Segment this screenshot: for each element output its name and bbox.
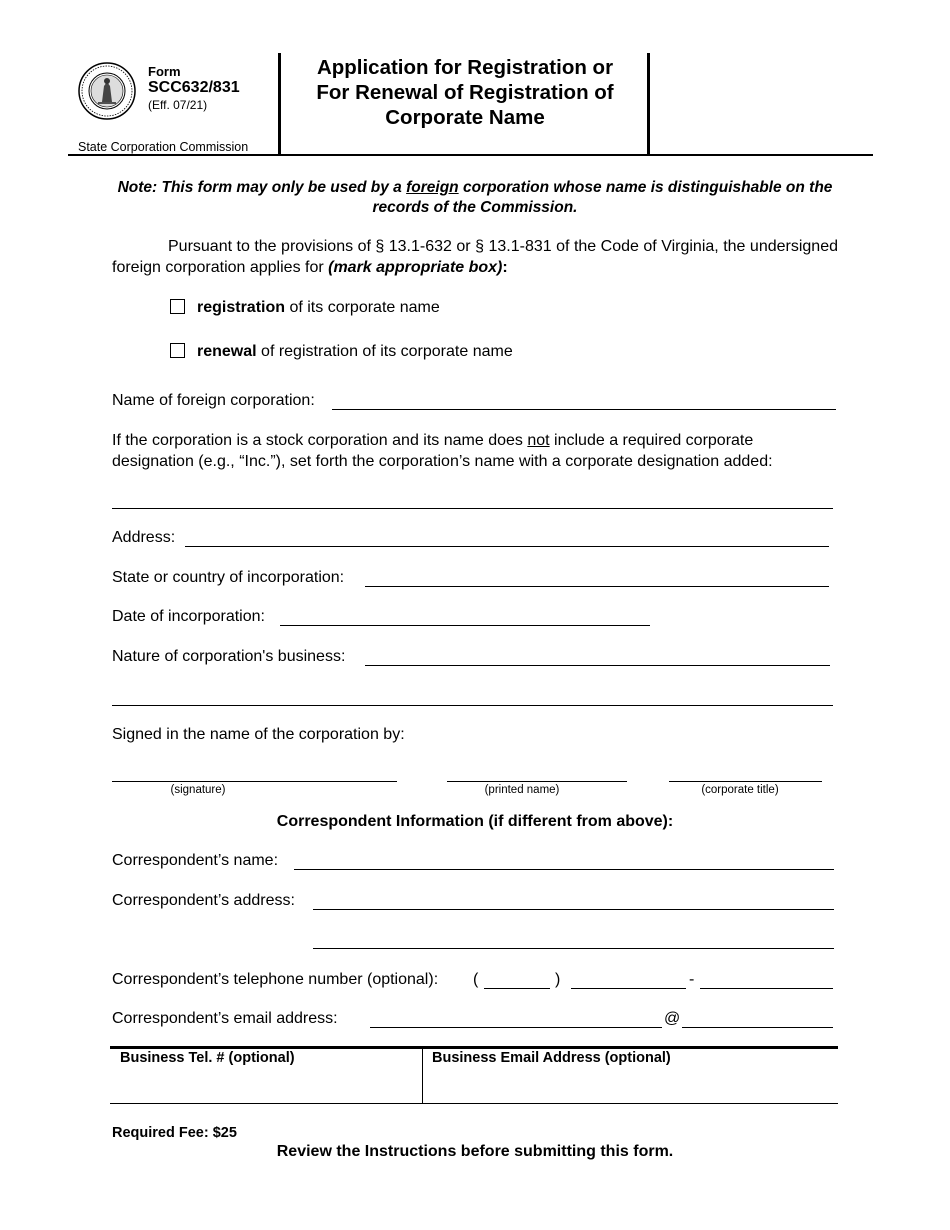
signed-label: Signed in the name of the corporation by: [112, 726, 405, 743]
signature-caption: (signature) [170, 784, 226, 796]
review-instructions: Review the Instructions before submitting this form. [276, 1143, 674, 1160]
date-label: Date of incorporation: [112, 608, 265, 625]
signature-field[interactable] [112, 781, 397, 782]
page-title: Application for Registration or For Renewal of Registration of Corporate Name [316, 56, 614, 129]
email-user-field[interactable] [370, 1027, 662, 1028]
corporation-name-field[interactable] [332, 409, 836, 410]
phone-area-code-field[interactable] [484, 988, 550, 989]
phone-open-paren: ( [473, 971, 479, 988]
correspondent-address-label: Correspondent’s address: [112, 892, 295, 909]
corporate-title-caption: (corporate title) [701, 784, 779, 796]
email-domain-field[interactable] [682, 1027, 833, 1028]
phone-close-paren: ) [555, 971, 561, 988]
correspondent-phone-label: Correspondent’s telephone number (optional): [112, 971, 439, 988]
registration-checkbox[interactable] [170, 299, 185, 314]
nature-label: Nature of corporation's business: [112, 648, 346, 665]
address-field[interactable] [185, 546, 829, 547]
header-divider [278, 53, 281, 155]
state-field[interactable] [365, 586, 829, 587]
business-tel-label: Business Tel. # (optional) [120, 1050, 295, 1066]
correspondent-name-field[interactable] [294, 869, 834, 870]
form-label: Form [148, 64, 181, 79]
note: Note: This form may only be used by a foreign corporation whose name is distinguishable on the records of the Commission. [117, 179, 833, 216]
correspondent-address-field[interactable] [313, 909, 834, 910]
business-email-field[interactable] [426, 1070, 836, 1100]
renewal-checkbox[interactable] [170, 343, 185, 358]
designation-paragraph: If the corporation is a stock corporation and its name does not include a required corporate designation (e.g., “Inc.”), set forth the corporation’s name with a corporate designation added: [112, 432, 773, 470]
agency-name: State Corporation Commission [78, 140, 249, 154]
correspondent-heading: Correspondent Information (if different from above): [276, 813, 674, 830]
corporation-name-label: Name of foreign corporation: [112, 392, 315, 409]
phone-prefix-field[interactable] [571, 988, 686, 989]
form-number: SCC632/831 [148, 79, 240, 96]
renewal-option-label: renewal of registration of its corporate name [197, 343, 513, 360]
phone-dash: - [689, 971, 695, 988]
pursuant-paragraph: Pursuant to the provisions of § 13.1-632 or § 13.1-831 of the Code of Virginia, the undersigned foreign corporation applies for (mark appropriate box): [112, 238, 838, 276]
correspondent-email-label: Correspondent’s email address: [112, 1010, 338, 1027]
correspondent-name-label: Correspondent’s name: [112, 852, 279, 869]
commonwealth-seal-icon [78, 62, 136, 120]
business-table-top-rule [110, 1046, 838, 1049]
business-table-divider [422, 1048, 423, 1104]
designated-name-field[interactable] [112, 508, 833, 509]
nature-field-line2[interactable] [112, 705, 833, 706]
email-at-sign: @ [664, 1010, 681, 1027]
business-tel-field[interactable] [112, 1070, 418, 1100]
address-label: Address: [112, 529, 176, 546]
header-rule [68, 154, 873, 156]
date-field[interactable] [280, 625, 650, 626]
nature-field[interactable] [365, 665, 830, 666]
header-divider [647, 53, 650, 155]
state-label: State or country of incorporation: [112, 569, 345, 586]
form-effective-date: (Eff. 07/21) [148, 98, 208, 112]
registration-option-label: registration of its corporate name [197, 299, 440, 316]
phone-line-field[interactable] [700, 988, 833, 989]
business-email-label: Business Email Address (optional) [432, 1050, 671, 1066]
corporate-title-field[interactable] [669, 781, 822, 782]
printed-name-caption: (printed name) [484, 784, 560, 796]
business-table-bottom-rule [110, 1103, 838, 1104]
required-fee: Required Fee: $25 [112, 1125, 237, 1141]
printed-name-field[interactable] [447, 781, 627, 782]
correspondent-address-field-line2[interactable] [313, 948, 834, 949]
